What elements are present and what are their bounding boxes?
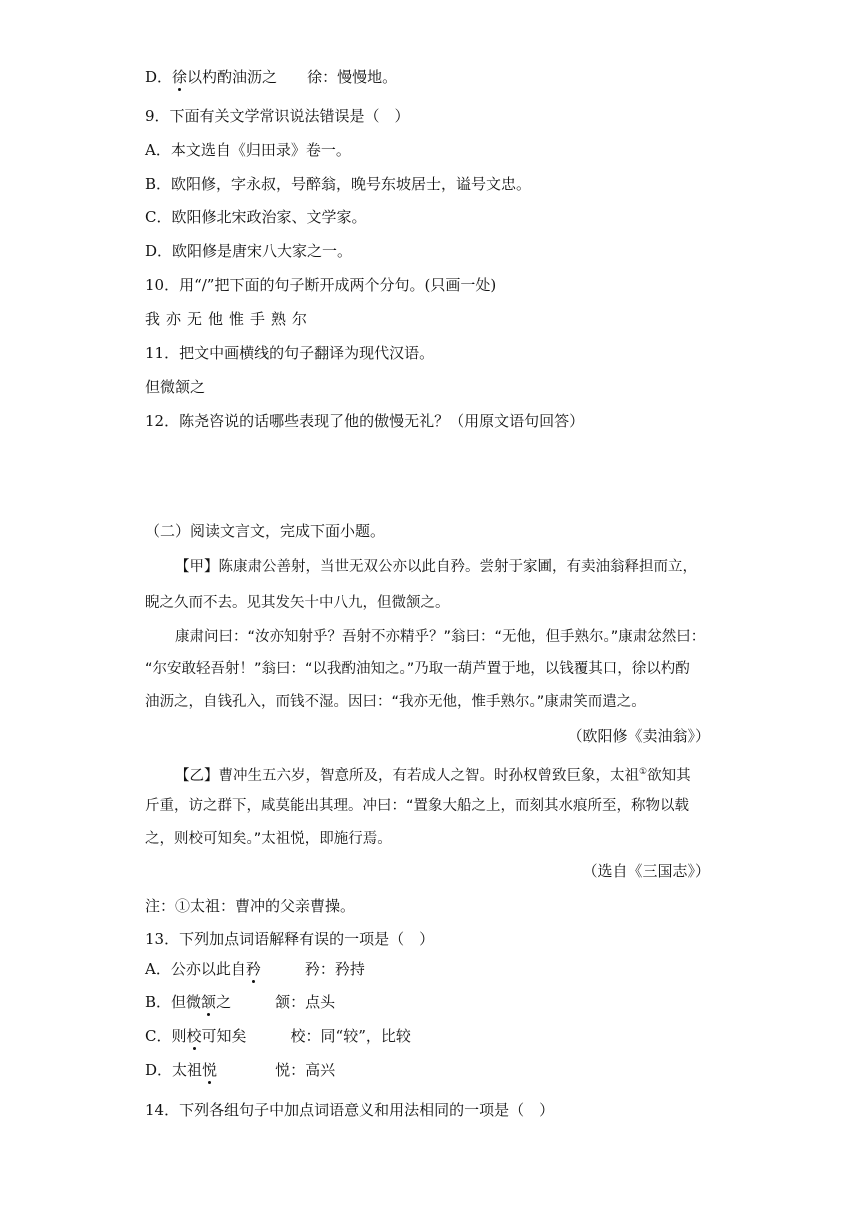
passage-yi-line-3: 之，则校可知矣。”太祖悦，即施行焉。	[145, 831, 392, 847]
q13-option-c: C．则校可知矣 校：同“较”，比较	[145, 1027, 411, 1045]
q9-option-a: A．本文选自《归田录》卷一。	[145, 141, 351, 159]
q10-stem: 10．用“/”把下面的句子断开成两个分句。(只画一处)	[145, 276, 497, 294]
passage-yi-source: （选自《三国志》）	[582, 862, 710, 880]
q14-stem: 14．下列各组句子中加点词语意义和用法相同的一项是（ ）	[145, 1101, 555, 1119]
q8-option-d: D．徐以杓酌油沥之 徐：慢慢地。	[145, 68, 398, 86]
q11-sentence: 但微颔之	[145, 378, 206, 396]
q13-option-b: B．但微颔之 颔：点头	[145, 993, 336, 1011]
section-heading: （二）阅读文言文，完成下面小题。	[145, 522, 386, 540]
q9-option-d: D．欧阳修是唐宋八大家之一。	[145, 242, 353, 260]
footnote: 注：①太祖：曹冲的父亲曹操。	[145, 897, 356, 915]
passage-jia-line-3: 康肃问曰：“汝亦知射乎？吾射不亦精乎？”翁曰：“无他，但手熟尔。”康肃忿然曰：	[175, 629, 706, 645]
q10-sentence: 我亦无他惟手熟尔	[145, 310, 314, 328]
passage-jia-line-1: 【甲】陈康肃公善射，当世无双公亦以此自矜。尝射于家圃，有卖油翁释担而立，	[175, 559, 697, 575]
emphasis-dot-char: 颔	[201, 993, 217, 1011]
emphasis-dot-char: 悦	[202, 1061, 218, 1079]
passage-jia-source: （欧阳修《卖油翁》）	[567, 727, 710, 745]
q9-option-b: B．欧阳修，字永叔，号醉翁，晚号东坡居士，谥号文忠。	[145, 175, 532, 193]
emphasis-dot-char: 徐	[172, 68, 188, 86]
passage-yi-line-2: 斤重，访之群下，咸莫能出其理。冲曰：“置象大船之上，而刻其水痕所至，称物以载	[145, 798, 690, 814]
passage-yi-line-1: 【乙】曹冲生五六岁，智意所及，有若成人之智。时孙权曾致巨象，太祖①欲知其	[175, 767, 691, 784]
emphasis-dot-char: 校	[186, 1027, 202, 1045]
q11-stem: 11．把文中画横线的句子翻译为现代汉语。	[145, 344, 435, 362]
q8-option-d-explanation: 徐：慢慢地。	[307, 68, 398, 86]
q9-option-c: C．欧阳修北宋政治家、文学家。	[145, 208, 367, 226]
q13-stem: 13．下列加点词语解释有误的一项是（ ）	[145, 930, 435, 948]
passage-jia-line-2: 睨之久而不去。见其发矢十中八九，但微颔之。	[145, 595, 450, 611]
q13-option-a: A．公亦以此自矜 矜：矜持	[145, 960, 365, 978]
emphasis-dot-char: 矜	[245, 960, 261, 978]
footnote-marker: ①	[639, 767, 648, 777]
q12-stem: 12．陈尧咨说的话哪些表现了他的傲慢无礼？（用原文语句回答）	[145, 412, 585, 430]
passage-jia-line-5: 油沥之，自钱孔入，而钱不湿。因曰：“我亦无他，惟手熟尔。”康肃笑而遣之。	[145, 694, 646, 710]
q9-stem: 9．下面有关文学常识说法错误是（ ）	[145, 107, 410, 125]
passage-jia-line-4: “尔安敢轻吾射！”翁曰：“以我酌油知之。”乃取一葫芦置于地，以钱覆其口，徐以杓酌	[145, 661, 690, 677]
q13-option-d: D．太祖悦 悦：高兴	[145, 1061, 336, 1079]
